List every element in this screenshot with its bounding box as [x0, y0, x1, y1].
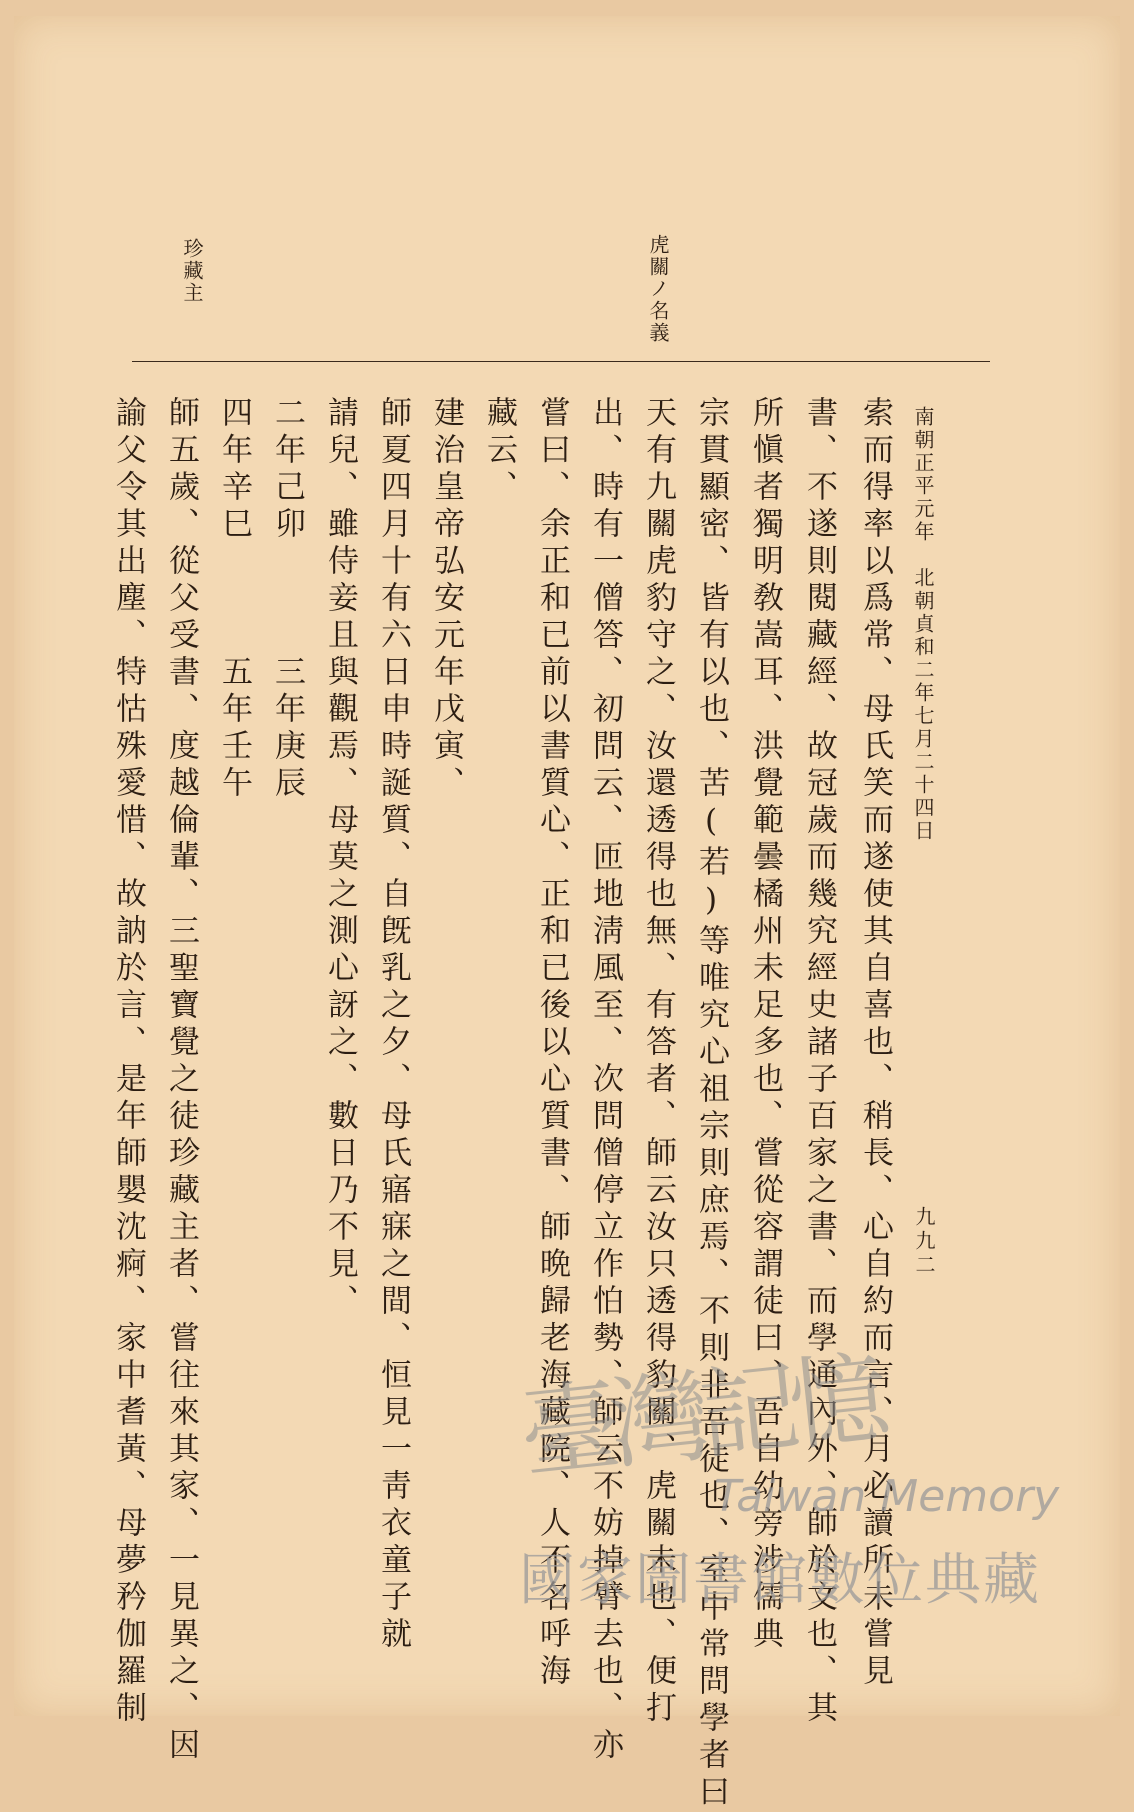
watermark-logo: 臺灣記憶 [514, 1339, 886, 1494]
text-column-13: 四年辛巳 五年壬午 [216, 396, 252, 803]
text-column-5: 天有九關虎豹守之、汝還透得也無、有答者、師云汝只透得豹關、虎關未也、便打 [640, 396, 676, 1728]
watermark-institution-text: 國家圖書館數位典藏 [519, 1548, 1041, 1613]
text-column-11: 請兒、雖侍妾且與觀焉、母莫之測心訝之、數日乃不見、 [322, 396, 358, 1321]
watermark-roman-text: Taiwan Memory [714, 1471, 1060, 1522]
header-rule [132, 361, 990, 362]
text-column-4: 宗貫顯密、皆有以也、苦(若)等唯究心祖宗則庶焉、不則非吾徒也、室中常問學者曰 [693, 396, 729, 1812]
text-column-15: 諭父令其出塵、特怙殊愛惜、故訥於言、是年師嬰沈痾、家中耆黃、母夢矜伽羅制 [110, 396, 146, 1728]
text-column-7: 嘗曰、余正和已前以書質心、正和已後以心質書、師晩歸老海藏院、人不名呼海 [534, 396, 570, 1691]
text-column-1: 索而得率以爲常、母氏笑而遂使其自喜也、稍長、心自約而言、月必讀所未嘗見 [857, 396, 893, 1691]
text-column-6: 出、時有一僧答、初問云、匝地淸風至、次問僧停立作怕勢、師云不妨掉臂去也、亦 [587, 396, 623, 1765]
header-date-line: 南朝正平元年 北朝貞和二年七月二十四日 [911, 406, 935, 843]
text-column-10: 師夏四月十有六日申時誕質、自旣乳之夕、母氏寤寐之間、恒見一靑衣童子就 [375, 396, 411, 1654]
text-column-2: 書、不遂則閱藏經、故冠歲而幾究經史諸子百家之書、而學通內外、師於文也、其 [801, 396, 837, 1728]
text-column-9: 建治皇帝弘安元年戊寅、 [428, 396, 464, 803]
document-page [14, 16, 1120, 1812]
text-column-3: 所愼者獨明敎嵩耳、洪覺範曇橘州未足多也、嘗從容謂徒曰、吾自幼旁涉儒典 [747, 396, 783, 1654]
text-column-12: 二年己卯 三年庚辰 [269, 396, 305, 803]
text-column-8: 藏云、 [481, 396, 517, 507]
margin-note-chinzosu: 珍藏主 [180, 238, 204, 304]
page-number: 九九二 [912, 1206, 936, 1278]
text-column-14: 師五歲、從父受書、度越倫輩、三聖寶覺之徒珍藏主者、嘗往來其家、一見異之、因 [163, 396, 199, 1765]
margin-note-koukan: 虎關ノ名義 [646, 234, 670, 344]
